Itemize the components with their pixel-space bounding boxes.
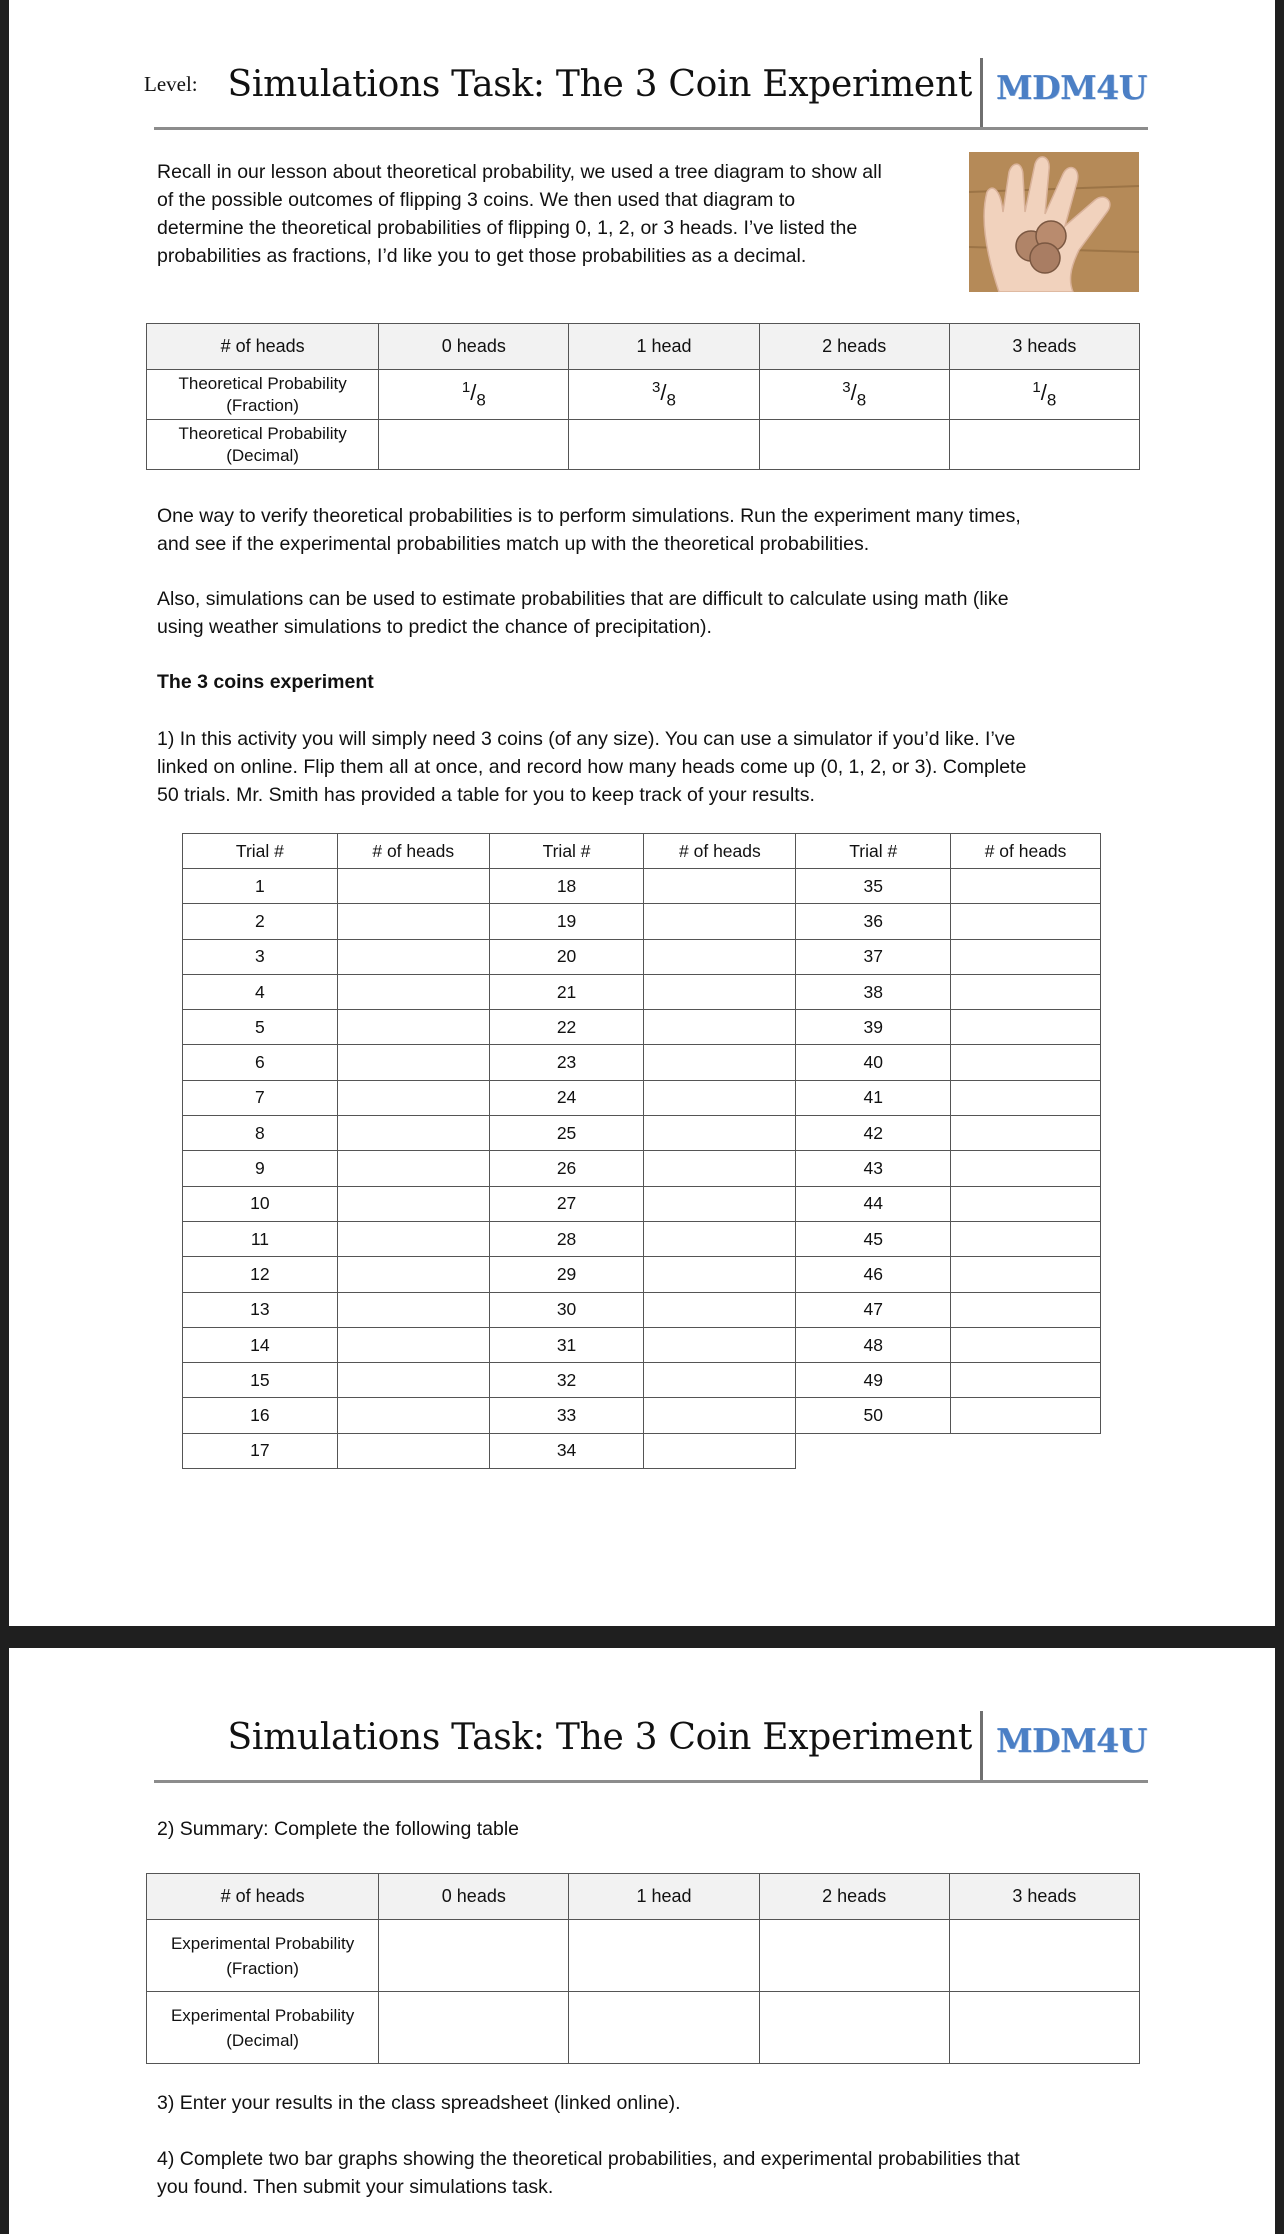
text-line: 4) Complete two bar graphs showing the theoretical probabilities, and experimental probabilities that: [157, 2148, 1020, 2170]
theoretical-probability-table: [146, 323, 1140, 470]
level-label: Level:: [144, 72, 198, 96]
trial-number-cell: 32: [489, 1363, 644, 1398]
page-1: [9, 0, 1275, 1626]
header-cell: 1 head: [569, 1874, 759, 1920]
table-row: [183, 1398, 1101, 1433]
table-row: [183, 1327, 1101, 1362]
trial-number-cell: 3: [183, 939, 338, 974]
row-label-line: Experimental Probability: [170, 1933, 355, 1953]
trial-number-cell: 10: [183, 1186, 338, 1221]
fraction-cell: $^3/_8$: [759, 370, 949, 420]
page-title: Simulations Task: The 3 Coin Experiment: [227, 64, 972, 105]
table-row: [183, 1221, 1101, 1256]
trial-number-cell: 7: [183, 1080, 338, 1115]
heads-answer-cell[interactable]: [644, 869, 796, 904]
table-row: [183, 1363, 1101, 1398]
heads-answer-cell[interactable]: [644, 1327, 796, 1362]
heads-answer-cell[interactable]: [337, 1116, 489, 1151]
fraction-answer-cell[interactable]: [949, 1920, 1139, 1992]
trial-number-cell: 17: [183, 1433, 338, 1468]
trial-number-cell: 1: [183, 869, 338, 904]
trial-number-cell: 33: [489, 1398, 644, 1433]
row-label-line: Theoretical Probability: [178, 423, 347, 443]
step-1-paragraph: [157, 725, 1026, 809]
heads-answer-cell[interactable]: [951, 1221, 1101, 1256]
table-header-row: [183, 834, 1101, 869]
numerator: 1: [461, 378, 471, 396]
table-row: [183, 1433, 1101, 1468]
fraction-cell: $^1/_8$: [379, 370, 569, 420]
trial-number-cell: 45: [796, 1221, 951, 1256]
fraction-answer-cell[interactable]: [379, 1920, 569, 1992]
heads-answer-cell[interactable]: [644, 1398, 796, 1433]
trial-number-cell: 25: [489, 1116, 644, 1151]
heads-answer-cell[interactable]: [951, 1080, 1101, 1115]
coins-in-hand-image: [969, 152, 1139, 292]
decimal-row: [147, 420, 1140, 470]
text-line: you found. Then submit your simulations task.: [157, 2176, 554, 2198]
heads-answer-cell[interactable]: [644, 904, 796, 939]
header-rule: [154, 1780, 1148, 1783]
table-row: [183, 1257, 1101, 1292]
text-line: using weather simulations to predict the chance of precipitation).: [157, 616, 712, 638]
empty-cell: [951, 1433, 1101, 1468]
trial-number-cell: 26: [489, 1151, 644, 1186]
heads-answer-cell[interactable]: [951, 1010, 1101, 1045]
table-row: [183, 904, 1101, 939]
row-label: [147, 420, 379, 470]
table-row: [183, 1045, 1101, 1080]
trial-number-cell: 19: [489, 904, 644, 939]
row-label: [147, 1920, 379, 1992]
table-row: [183, 869, 1101, 904]
text-line: Also, simulations can be used to estimate probabilities that are difficult to calculate using math (like: [157, 588, 1009, 610]
denominator: 8: [476, 390, 486, 410]
heads-answer-cell[interactable]: [951, 1257, 1101, 1292]
heads-answer-cell[interactable]: [337, 939, 489, 974]
fraction-cell: $^1/_8$: [949, 370, 1139, 420]
heads-answer-cell[interactable]: [337, 1257, 489, 1292]
heads-answer-cell[interactable]: [951, 1398, 1101, 1433]
table-row: [183, 939, 1101, 974]
heads-answer-cell[interactable]: [951, 1116, 1101, 1151]
heads-answer-cell[interactable]: [337, 1151, 489, 1186]
trial-number-cell: 6: [183, 1045, 338, 1080]
trial-number-cell: 30: [489, 1292, 644, 1327]
course-code: MDM4U: [996, 1721, 1147, 1760]
trial-number-cell: 2: [183, 904, 338, 939]
summary-table: [146, 1873, 1140, 2064]
trial-number-cell: 4: [183, 974, 338, 1009]
heads-answer-cell[interactable]: [337, 1045, 489, 1080]
header-cell: # of heads: [337, 834, 489, 869]
trial-number-cell: 8: [183, 1116, 338, 1151]
header-cell: # of heads: [644, 834, 796, 869]
heads-answer-cell[interactable]: [951, 974, 1101, 1009]
header-divider: [980, 58, 983, 128]
trial-number-cell: 20: [489, 939, 644, 974]
text-line: and see if the experimental probabilities match up with the theoretical probabilities.: [157, 533, 870, 555]
heads-answer-cell[interactable]: [644, 1186, 796, 1221]
trial-number-cell: 23: [489, 1045, 644, 1080]
decimal-answer-cell[interactable]: [569, 1992, 759, 2064]
trial-number-cell: 16: [183, 1398, 338, 1433]
header-cell: 0 heads: [379, 324, 569, 370]
heads-answer-cell[interactable]: [644, 1363, 796, 1398]
row-label-line: Experimental Probability: [170, 2005, 355, 2025]
header-cell: Trial #: [796, 834, 951, 869]
trial-number-cell: 35: [796, 869, 951, 904]
decimal-answer-cell[interactable]: [759, 1992, 949, 2064]
header-cell: 0 heads: [379, 1874, 569, 1920]
heads-answer-cell[interactable]: [951, 1151, 1101, 1186]
trials-table: [182, 833, 1101, 1469]
heads-answer-cell[interactable]: [644, 1116, 796, 1151]
trial-number-cell: 5: [183, 1010, 338, 1045]
heads-answer-cell[interactable]: [951, 904, 1101, 939]
heads-answer-cell[interactable]: [337, 904, 489, 939]
page-header: [144, 1713, 1148, 1803]
step-4-paragraph: [157, 2145, 1020, 2201]
trial-number-cell: 28: [489, 1221, 644, 1256]
text-line: determine the theoretical probabilities of flipping 0, 1, 2, or 3 heads. I’ve listed the: [157, 217, 858, 239]
heads-answer-cell[interactable]: [951, 1292, 1101, 1327]
text-line: probabilities as fractions, I’d like you to get those probabilities as a decimal.: [157, 245, 807, 267]
table-header-row: [147, 1874, 1140, 1920]
header-cell: 3 heads: [949, 1874, 1139, 1920]
heads-answer-cell[interactable]: [644, 1080, 796, 1115]
trial-number-cell: 36: [796, 904, 951, 939]
trial-number-cell: 40: [796, 1045, 951, 1080]
heads-answer-cell[interactable]: [644, 974, 796, 1009]
heads-answer-cell[interactable]: [337, 869, 489, 904]
trial-number-cell: 48: [796, 1327, 951, 1362]
heads-answer-cell[interactable]: [951, 1363, 1101, 1398]
trial-number-cell: 39: [796, 1010, 951, 1045]
trial-number-cell: 22: [489, 1010, 644, 1045]
heads-answer-cell[interactable]: [644, 1292, 796, 1327]
header-cell: 1 head: [569, 324, 759, 370]
heads-answer-cell[interactable]: [951, 1045, 1101, 1080]
course-code: MDM4U: [996, 68, 1147, 107]
page-header: [144, 60, 1148, 150]
decimal-row: [147, 1992, 1140, 2064]
decimal-answer-cell[interactable]: [379, 420, 569, 470]
row-label-line: (Decimal): [226, 445, 299, 465]
heads-answer-cell[interactable]: [951, 1186, 1101, 1221]
heads-answer-cell[interactable]: [644, 1221, 796, 1256]
table-row: [183, 1080, 1101, 1115]
trial-number-cell: 50: [796, 1398, 951, 1433]
numerator: 3: [842, 378, 851, 396]
step-2-text: 2) Summary: Complete the following table: [157, 1818, 519, 1840]
decimal-answer-cell[interactable]: [379, 1992, 569, 2064]
table-row: [183, 1116, 1101, 1151]
table-row: [183, 1186, 1101, 1221]
trial-number-cell: 38: [796, 974, 951, 1009]
trial-number-cell: 24: [489, 1080, 644, 1115]
text-line: Recall in our lesson about theoretical probability, we used a tree diagram to show all: [157, 161, 882, 183]
table-row: [183, 974, 1101, 1009]
trial-number-cell: 18: [489, 869, 644, 904]
row-label: [147, 370, 379, 420]
trial-number-cell: 44: [796, 1186, 951, 1221]
table-row: [183, 1151, 1101, 1186]
heads-answer-cell[interactable]: [644, 1433, 796, 1468]
heads-answer-cell[interactable]: [337, 1363, 489, 1398]
decimal-answer-cell[interactable]: [949, 420, 1139, 470]
trial-number-cell: 43: [796, 1151, 951, 1186]
heads-answer-cell[interactable]: [644, 1045, 796, 1080]
trial-number-cell: 12: [183, 1257, 338, 1292]
fraction-cell: $^3/_8$: [569, 370, 759, 420]
trial-number-cell: 37: [796, 939, 951, 974]
header-cell: # of heads: [951, 834, 1101, 869]
text-line: One way to verify theoretical probabilities is to perform simulations. Run the experiment many times,: [157, 505, 1021, 527]
also-paragraph: [157, 585, 1009, 641]
heads-answer-cell[interactable]: [951, 939, 1101, 974]
trial-number-cell: 41: [796, 1080, 951, 1115]
verify-paragraph: [157, 502, 1021, 558]
trial-number-cell: 42: [796, 1116, 951, 1151]
text-line: 1) In this activity you will simply need 3 coins (of any size). You can use a simulator if you’d like. I’ve: [157, 728, 1016, 750]
table-header-row: [147, 324, 1140, 370]
fraction-answer-cell[interactable]: [569, 1920, 759, 1992]
row-label-line: (Decimal): [226, 2030, 299, 2050]
trial-number-cell: 29: [489, 1257, 644, 1292]
row-label-line: (Fraction): [226, 395, 299, 415]
denominator: 8: [1046, 390, 1057, 410]
heads-answer-cell[interactable]: [337, 1186, 489, 1221]
heads-answer-cell[interactable]: [337, 1433, 489, 1468]
trial-number-cell: 31: [489, 1327, 644, 1362]
text-line: 50 trials. Mr. Smith has provided a table for you to keep track of your results.: [157, 784, 815, 806]
step-3-text: 3) Enter your results in the class spreadsheet (linked online).: [157, 2092, 681, 2114]
heads-answer-cell[interactable]: [644, 1010, 796, 1045]
heads-answer-cell[interactable]: [337, 1221, 489, 1256]
trial-number-cell: 9: [183, 1151, 338, 1186]
trial-number-cell: 27: [489, 1186, 644, 1221]
trial-number-cell: 47: [796, 1292, 951, 1327]
numerator: 1: [1032, 378, 1041, 396]
row-label: [147, 1992, 379, 2064]
trial-number-cell: 13: [183, 1292, 338, 1327]
text-line: of the possible outcomes of flipping 3 coins. We then used that diagram to: [157, 189, 796, 211]
table-row: [183, 1292, 1101, 1327]
intro-paragraph: [157, 158, 882, 270]
header-cell: Trial #: [183, 834, 338, 869]
header-cell: Trial #: [489, 834, 644, 869]
heads-answer-cell[interactable]: [337, 1398, 489, 1433]
text-line: linked on online. Flip them all at once, and record how many heads come up (0, 1, 2, or 3). Complete: [157, 756, 1027, 778]
trial-number-cell: 11: [183, 1221, 338, 1256]
header-cell: # of heads: [147, 324, 379, 370]
trial-number-cell: 14: [183, 1327, 338, 1362]
heads-answer-cell[interactable]: [644, 939, 796, 974]
header-cell: 2 heads: [759, 1874, 949, 1920]
heads-answer-cell[interactable]: [644, 1151, 796, 1186]
decimal-answer-cell[interactable]: [949, 1992, 1139, 2064]
fraction-row: [147, 1920, 1140, 1992]
heads-answer-cell[interactable]: [337, 1327, 489, 1362]
trial-number-cell: 49: [796, 1363, 951, 1398]
section-heading: The 3 coins experiment: [157, 671, 374, 693]
trial-number-cell: 34: [489, 1433, 644, 1468]
trial-number-cell: 46: [796, 1257, 951, 1292]
heads-answer-cell[interactable]: [337, 1292, 489, 1327]
fraction-row: [147, 370, 1140, 420]
heads-answer-cell[interactable]: [644, 1257, 796, 1292]
fraction-answer-cell[interactable]: [759, 1920, 949, 1992]
heads-answer-cell[interactable]: [951, 1327, 1101, 1362]
heads-answer-cell[interactable]: [951, 869, 1101, 904]
row-label-line: Theoretical Probability: [178, 373, 347, 393]
header-cell: 2 heads: [759, 324, 949, 370]
decimal-answer-cell[interactable]: [759, 420, 949, 470]
trial-number-cell: 21: [489, 974, 644, 1009]
denominator: 8: [666, 390, 676, 410]
heads-answer-cell[interactable]: [337, 1080, 489, 1115]
denominator: 8: [856, 390, 867, 410]
page-2: [9, 1648, 1275, 2234]
heads-answer-cell[interactable]: [337, 1010, 489, 1045]
empty-cell: [796, 1433, 951, 1468]
header-rule: [154, 127, 1148, 130]
page-title: Simulations Task: The 3 Coin Experiment: [227, 1717, 972, 1758]
table-row: [183, 1010, 1101, 1045]
header-cell: 3 heads: [949, 324, 1139, 370]
heads-answer-cell[interactable]: [337, 974, 489, 1009]
header-divider: [980, 1711, 983, 1781]
row-label-line: (Fraction): [226, 1958, 299, 1978]
numerator: 3: [652, 378, 661, 396]
decimal-answer-cell[interactable]: [569, 420, 759, 470]
trial-number-cell: 15: [183, 1363, 338, 1398]
header-cell: # of heads: [147, 1874, 379, 1920]
